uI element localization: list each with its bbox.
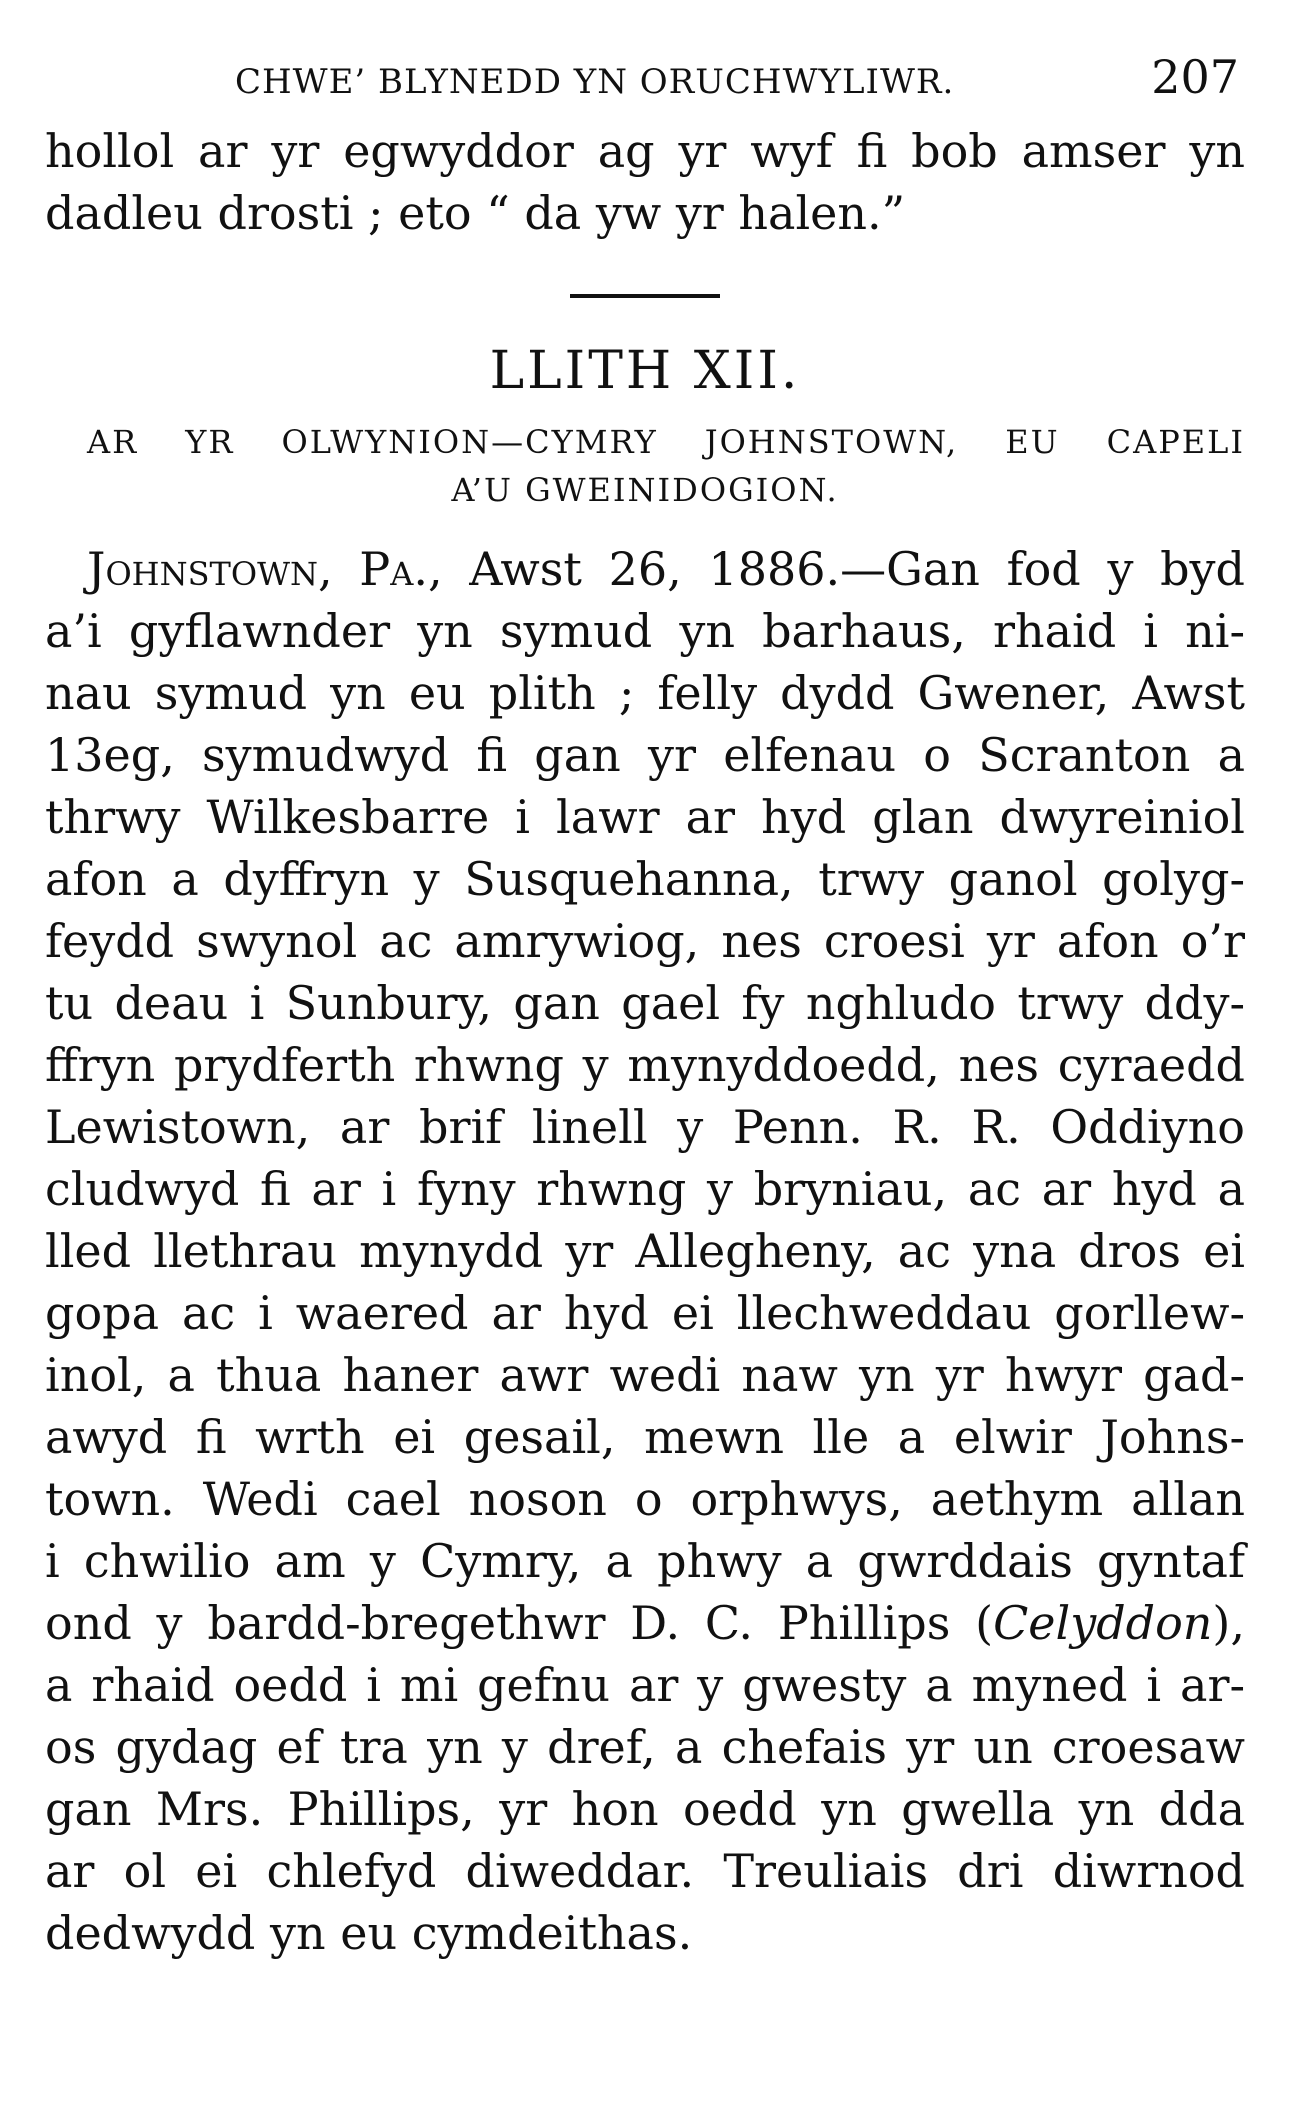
- text-segment: ),: [1212, 1596, 1245, 1650]
- text-line: dadleu drosti ; eto “ da yw yr halen.”: [45, 186, 906, 240]
- text-line: ffryn prydferth rhwng y mynyddoedd, nes cyraedd: [45, 1038, 1245, 1092]
- text-line-with-italic: [45, 1592, 1245, 1654]
- text-line: afon a dyffryn y Susquehanna, trwy ganol golyg-: [45, 852, 1245, 906]
- text-line: town. Wedi cael noson o orphwys, aethym allan: [45, 1472, 1245, 1526]
- chapter-title: LLITH XII.: [489, 341, 801, 401]
- running-title: CHWE’ BLYNEDD YN ORUCHWYLIWR.: [235, 62, 955, 102]
- text-line: a rhaid oedd i mi gefnu ar y gwesty a myned i ar-: [45, 1658, 1245, 1712]
- italic-name: Celyddon: [993, 1596, 1213, 1650]
- section-divider-rule: [570, 294, 720, 298]
- text-line: lled llethrau mynydd yr Allegheny, ac yna dros ei: [45, 1224, 1245, 1278]
- text-line: dedwydd yn eu cymdeithas.: [45, 1906, 693, 1960]
- text-line: hollol ar yr egwyddor ag yr wyf fi bob amser yn: [45, 124, 1245, 178]
- text-line: ar ol ei chlefyd diweddar. Treuliais dri diwrnod: [45, 1844, 1245, 1898]
- page-number: 207: [1151, 50, 1239, 104]
- book-page: [45, 50, 1245, 1964]
- text-segment: ond y bardd-bregethwr D. C. Phillips (: [45, 1596, 994, 1650]
- text-line: tu deau i Sunbury, gan gael fy nghludo trwy ddy-: [45, 976, 1245, 1030]
- text-line: Lewistown, ar brif linell y Penn. R. R. Oddiyno: [45, 1100, 1245, 1154]
- letter-body: [45, 538, 1245, 1964]
- text-line: nau symud yn eu plith ; felly dydd Gwener, Awst: [45, 666, 1245, 720]
- text-line: os gydag ef tra yn y dref, a chefais yr un croesaw: [45, 1720, 1245, 1774]
- text-line: feydd swynol ac amrywiog, nes croesi yr afon o’r: [45, 914, 1245, 968]
- running-header: [45, 50, 1245, 120]
- text-line: cludwyd fi ar i fyny rhwng y bryniau, ac ar hyd a: [45, 1162, 1245, 1216]
- text-line: a’i gyflawnder yn symud yn barhaus, rhaid i ni-: [45, 604, 1245, 658]
- dateline-place: Johnstown, Pa.,: [87, 542, 443, 596]
- text-line: awyd fi wrth ei gesail, mewn lle a elwir Johns-: [45, 1410, 1245, 1464]
- dateline: [45, 538, 1245, 600]
- text-line: gopa ac i waered ar hyd ei llechweddau gorllew-: [45, 1286, 1245, 1340]
- text-line: i chwilio am y Cymry, a phwy a gwrddais gyntaf: [45, 1534, 1245, 1588]
- opening-paragraph-end: [45, 120, 1245, 244]
- dateline-text: Awst 26, 1886.—Gan fod y byd: [442, 542, 1245, 596]
- text-line: thrwy Wilkesbarre i lawr ar hyd glan dwyreiniol: [45, 790, 1245, 844]
- text-line: 13eg, symudwyd fi gan yr elfenau o Scranton a: [45, 728, 1245, 782]
- chapter-subtitle-continued: A’U GWEINIDOGION.: [451, 471, 839, 509]
- text-line: gan Mrs. Phillips, yr hon oedd yn gwella yn dda: [45, 1782, 1245, 1836]
- chapter-subtitle: AR YR OLWYNION—CYMRY JOHNSTOWN, EU CAPELI: [87, 423, 1245, 461]
- text-line: inol, a thua haner awr wedi naw yn yr hwyr gad-: [45, 1348, 1245, 1402]
